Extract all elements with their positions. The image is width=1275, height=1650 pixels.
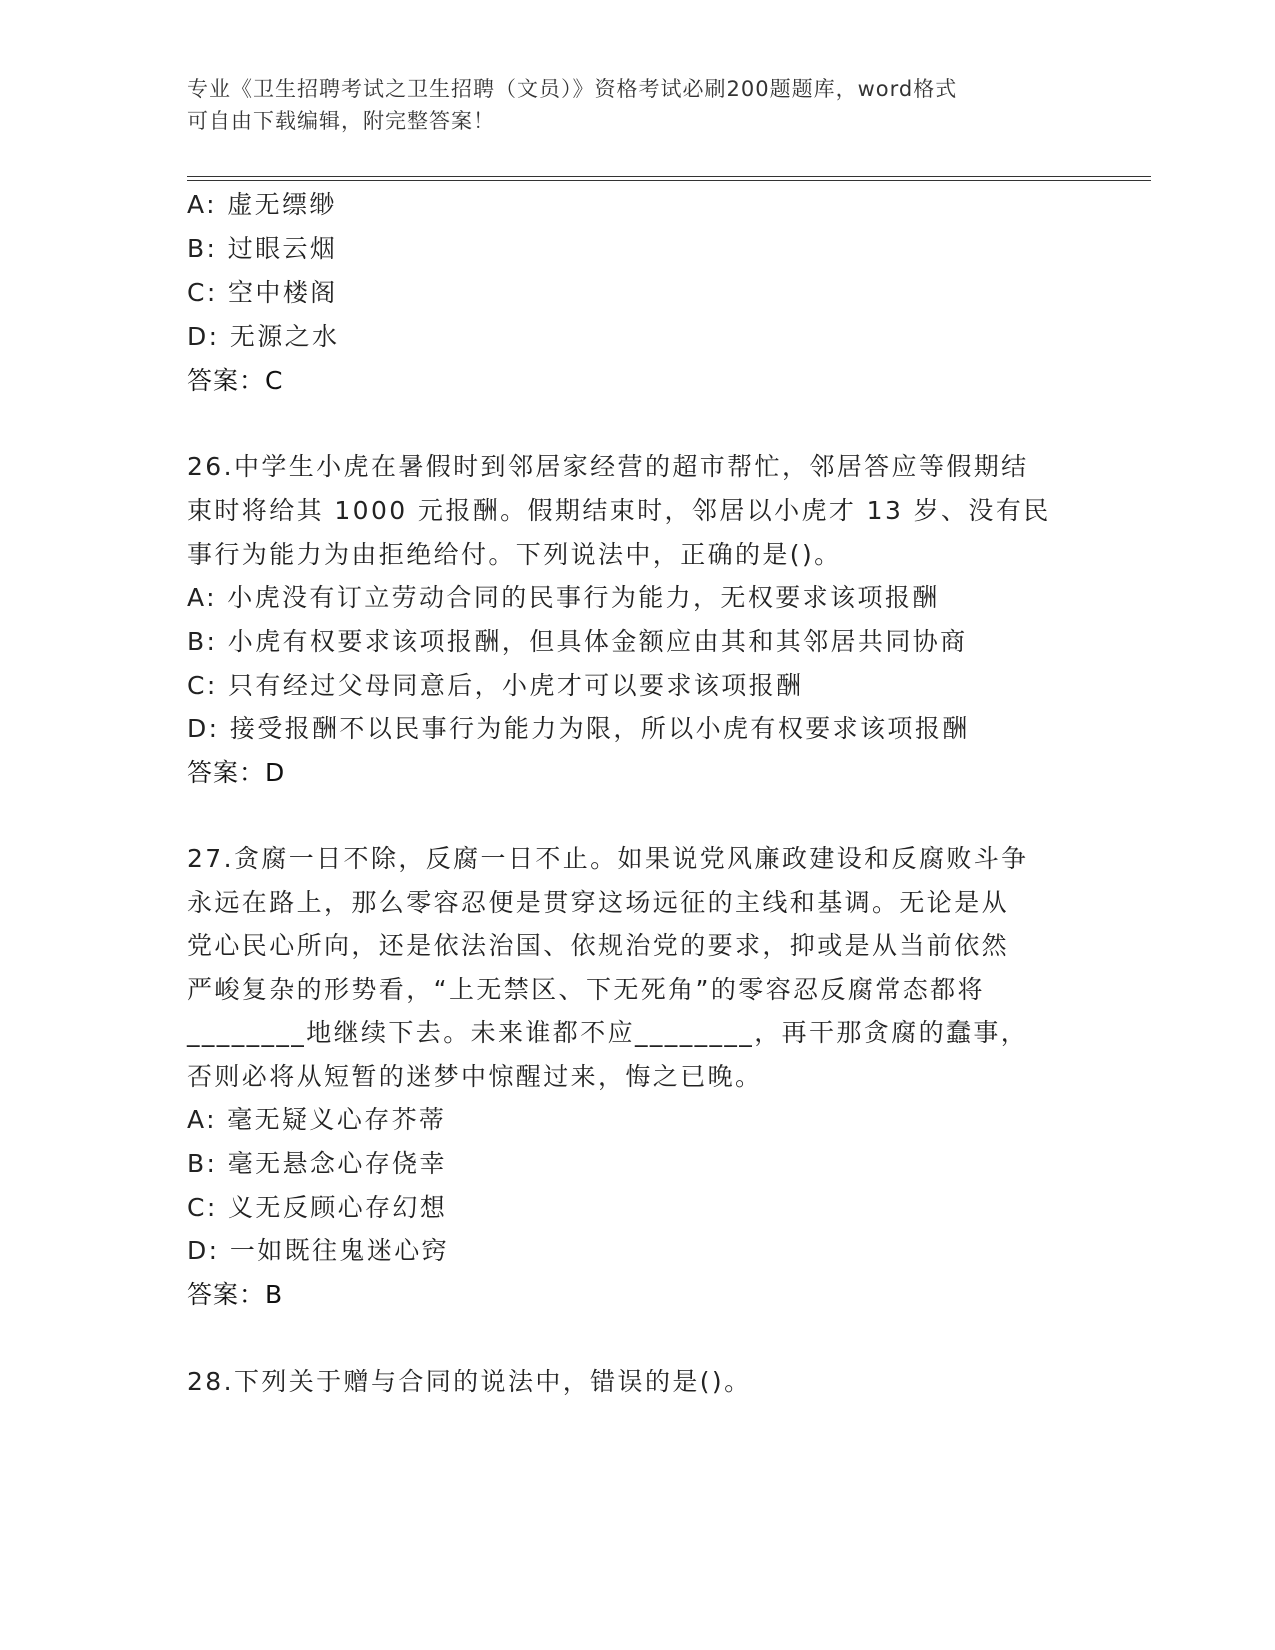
q25-answer: 答案：C <box>187 366 284 395</box>
q27-option-a: A: 毫无疑义心存芥蒂 <box>187 1105 447 1134</box>
q27-option-c: C: 义无反顾心存幻想 <box>187 1193 448 1222</box>
q26-text-line-2: 束时将给其 1000 元报酬。假期结束时，邻居以小虎才 13 岁、没有民 <box>187 496 1051 525</box>
q27-text-line-4: 严峻复杂的形势看，“上无禁区、下无死角”的零容忍反腐常态都将 <box>187 975 985 1004</box>
q27-text-line-3: 党心民心所向，还是依法治国、依规治党的要求，抑或是从当前依然 <box>187 931 1010 960</box>
q27-text-line-2: 永远在路上，那么零容忍便是贯穿这场远征的主线和基调。无论是从 <box>187 888 1010 917</box>
header-line-2: 可自由下载编辑，附完整答案！ <box>187 109 495 133</box>
q26-option-d: D: 接受报酬不以民事行为能力为限，所以小虎有权要求该项报酬 <box>187 714 970 743</box>
q25-option-a: A: 虚无缥缈 <box>187 190 337 219</box>
q25-option-b: B: 过眼云烟 <box>187 234 338 263</box>
q27-text-line-6: 否则必将从短暂的迷梦中惊醒过来，悔之已晚。 <box>187 1062 763 1091</box>
q26-option-b: B: 小虎有权要求该项报酬，但具体金额应由其和其邻居共同协商 <box>187 627 968 656</box>
q27-text-line-5: ________地继续下去。未来谁都不应________，再干那贪腐的蠢事， <box>187 1018 1029 1047</box>
q26-option-a: A: 小虎没有订立劳动合同的民事行为能力，无权要求该项报酬 <box>187 583 940 612</box>
q28-text-line-1: 28.下列关于赠与合同的说法中，错误的是()。 <box>187 1367 752 1396</box>
q27-answer: 答案：B <box>187 1280 284 1309</box>
header-line-1: 专业《卫生招聘考试之卫生招聘（文员）》资格考试必刷200题题库，word格式 <box>187 77 958 101</box>
q25-option-c: C: 空中楼阁 <box>187 278 338 307</box>
q27-text-line-1: 27.贪腐一日不除，反腐一日不止。如果说党风廉政建设和反腐败斗争 <box>187 844 1029 873</box>
q27-option-d: D: 一如既往鬼迷心窍 <box>187 1236 450 1265</box>
q26-text-line-3: 事行为能力为由拒绝给付。下列说法中，正确的是()。 <box>187 540 842 569</box>
header-rule-bottom <box>187 180 1151 181</box>
header-rule-top <box>187 176 1151 177</box>
document-header <box>187 73 1087 137</box>
q26-text-line-1: 26.中学生小虎在暑假时到邻居家经营的超市帮忙，邻居答应等假期结 <box>187 452 1029 481</box>
q25-option-d: D: 无源之水 <box>187 322 340 351</box>
q27-option-b: B: 毫无悬念心存侥幸 <box>187 1149 447 1178</box>
q26-option-c: C: 只有经过父母同意后，小虎才可以要求该项报酬 <box>187 671 804 700</box>
q26-answer: 答案：D <box>187 758 286 787</box>
